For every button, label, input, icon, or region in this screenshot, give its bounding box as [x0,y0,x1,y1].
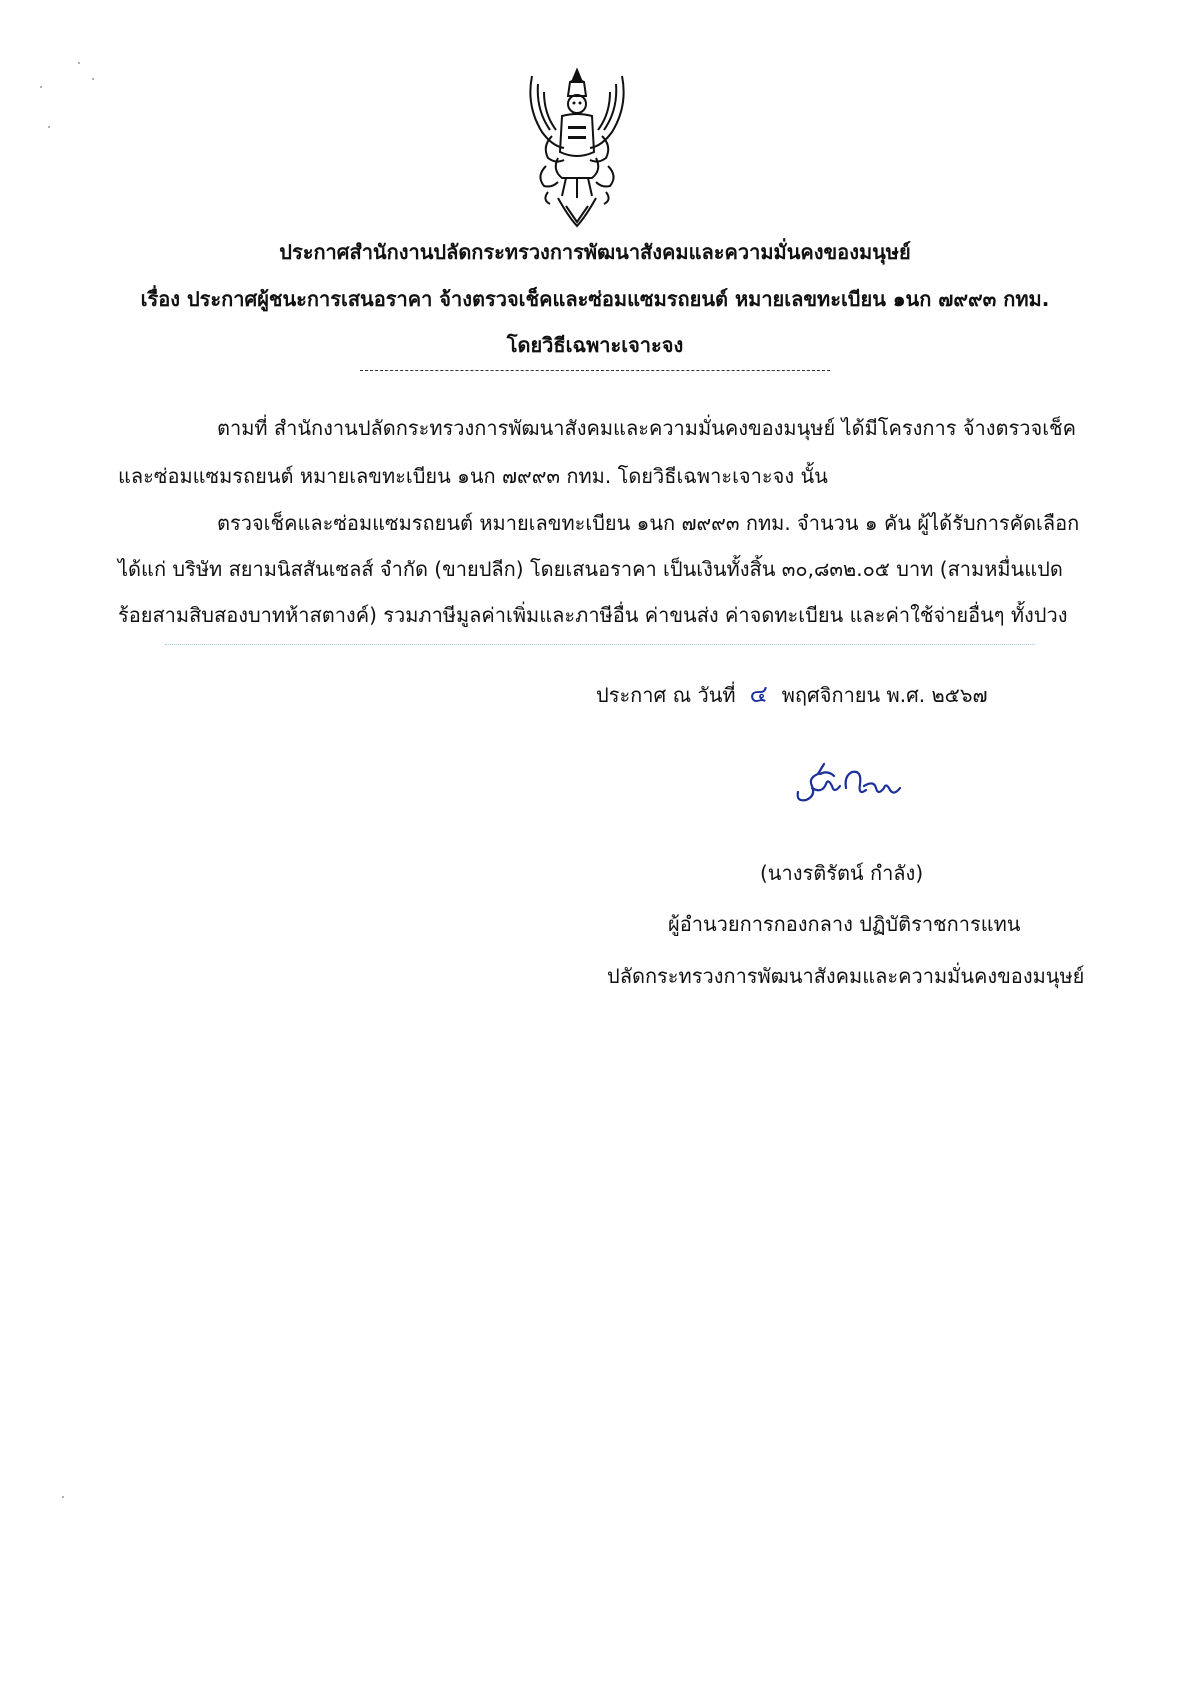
title-line-3: โดยวิธีเฉพาะเจาะจง [506,333,684,357]
scan-speck [92,78,94,80]
announcement-date [596,680,988,709]
para1-line-2: และซ่อมแซมรถยนต์ หมายเลขทะเบียน ๑นก ๗๙๙๓ กทม. โดยวิธีเฉพาะเจาะจง นั้น [118,464,828,488]
announcement-prefix: ประกาศ ณ วันที่ [596,683,736,707]
handwritten-signature [790,752,910,812]
faint-divider [165,644,1035,645]
scan-speck [40,86,42,88]
garuda-emblem-icon [522,66,632,232]
signer-name: (นางรติรัตน์ กำลัง) [760,861,924,885]
para2-line-2: ได้แก่ บริษัท สยามนิสสันเซลส์ จำกัด (ขายปลีก) โดยเสนอราคา เป็นเงินทั้งสิ้น ๓๐,๘๓๒.๐๕ บาท (สามหมื่นแปด [118,557,1063,581]
para1-line-1: ตามที่ สำนักงานปลัดกระทรวงการพัฒนาสังคมและความมั่นคงของมนุษย์ ได้มีโครงการ จ้างตรวจเช็ค [217,416,1077,440]
signer-position-line-2: ปลัดกระทรวงการพัฒนาสังคมและความมั่นคงของมนุษย์ [607,964,1085,988]
scan-speck [78,62,80,64]
scan-speck [62,1496,64,1498]
announcement-month-year: พฤศจิกายน พ.ศ. ๒๕๖๗ [781,683,988,707]
signer-position-line-1: ผู้อำนวยการกองกลาง ปฏิบัติราชการแทน [668,912,1021,936]
title-line-2: เรื่อง ประกาศผู้ชนะการเสนอราคา จ้างตรวจเช็คและซ่อมแซมรถยนต์ หมายเลขทะเบียน ๑นก ๗๙๙๓ กทม. [140,287,1050,311]
title-line-1: ประกาศสำนักงานปลัดกระทรวงการพัฒนาสังคมและความมั่นคงของมนุษย์ [279,240,911,264]
announcement-day: ๔ [749,680,768,708]
scan-speck [48,126,50,128]
title-separator [360,370,830,371]
para2-line-3: ร้อยสามสิบสองบาทห้าสตางค์) รวมภาษีมูลค่าเพิ่มและภาษีอื่น ค่าขนส่ง ค่าจดทะเบียน และค่าใช้จ่ายอื่นๆ ทั้งปวง [118,603,1068,627]
para2-line-1: ตรวจเช็คและซ่อมแซมรถยนต์ หมายเลขทะเบียน ๑นก ๗๙๙๓ กทม. จำนวน ๑ คัน ผู้ได้รับการคัดเลือก [217,511,1080,535]
